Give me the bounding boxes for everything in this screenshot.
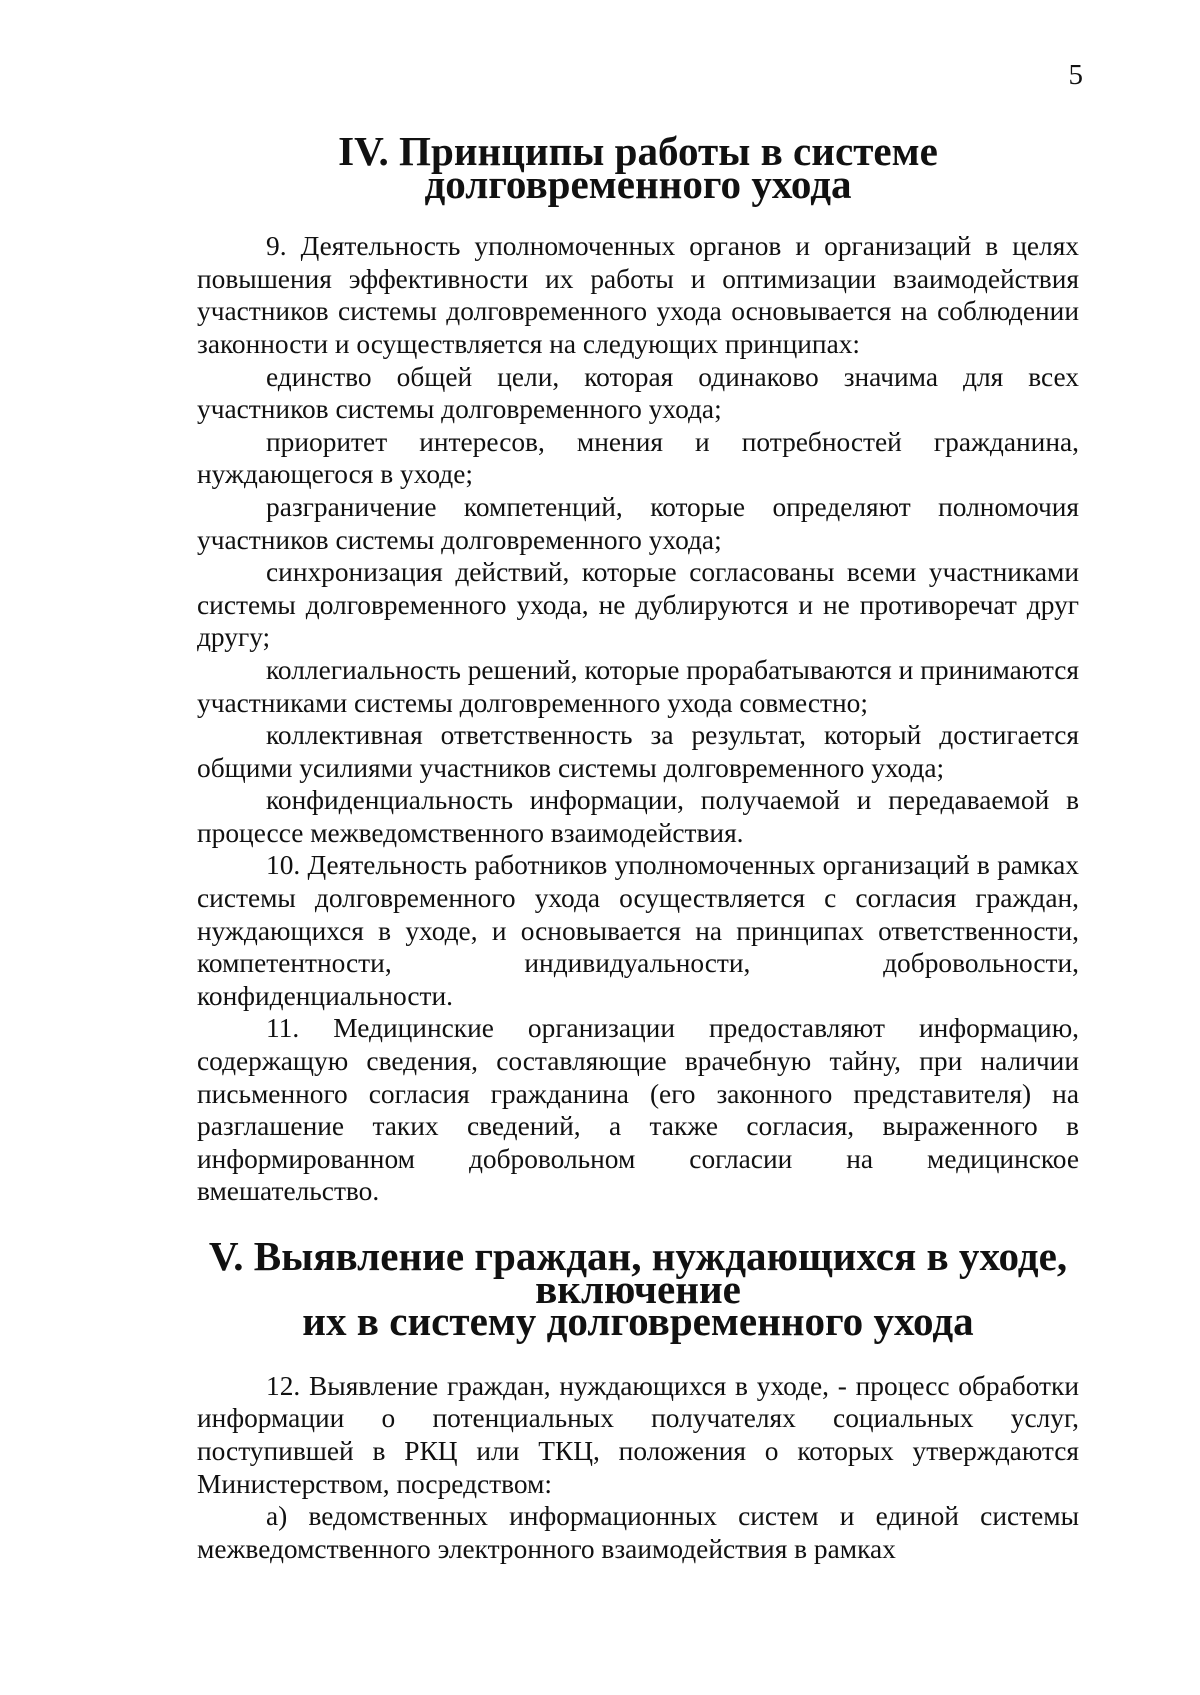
principle-item: синхронизация действий, которые согласованы всеми участниками системы долговременного ухода, не дублируются и не противоречат друг другу;: [197, 557, 1079, 653]
paragraph-11: 11. Медицинские организации предоставляют информацию, содержащую сведения, составляющие врачебную тайну, при наличии письменного согласия гражданина (его законного представителя) на разглашение таких сведений, а также согласия, выраженного в информированном добровольном согласии на медицинское вмешательство.: [197, 1013, 1079, 1207]
section-iv-body: [197, 230, 1079, 1208]
paragraph-9: 9. Деятельность уполномоченных органов и организаций в целях повышения эффективности их работы и оптимизации взаимодействия участников системы долговременного ухода основывается на соблюдении законности и осуществляется на следующих принципах:: [197, 231, 1079, 359]
paragraph-10: 10. Деятельность работников уполномоченных организаций в рамках системы долговременного ухода осуществляется с согласия граждан, нуждающихся в уходе, и основывается на принципах ответственности, компетентности, индивидуальности, добровольности, конфиденциальности.: [197, 850, 1079, 1011]
principle-item: коллективная ответственность за результат, который достигается общими усилиями участников системы долговременного ухода;: [197, 720, 1079, 783]
principle-item: конфиденциальность информации, получаемой и передаваемой в процессе межведомственного взаимодействия.: [197, 785, 1079, 848]
page-number: 5: [1068, 59, 1083, 91]
document-body: [197, 128, 1079, 1565]
paragraph-12: 12. Выявление граждан, нуждающихся в уходе, - процесс обработки информации о потенциальных получателях социальных услуг, поступившей в РКЦ или ТКЦ, положения о которых утверждаются Министерством, посредством:: [197, 1370, 1079, 1499]
section-heading-v: [197, 1233, 1079, 1345]
principle-item: разграничение компетенций, которые определяют полномочия участников системы долговременного ухода;: [197, 491, 1079, 555]
section-heading-iv: IV. Принципы работы в системе долговременного ухода: [338, 128, 938, 207]
section-heading-v-line-1: V. Выявление граждан, нуждающихся в уходе, включение: [208, 1233, 1068, 1312]
principle-item: единство общей цели, которая одинаково значима для всех участников системы долговременного ухода;: [197, 361, 1079, 425]
principle-item: приоритет интересов, мнения и потребностей гражданина, нуждающегося в уходе;: [197, 426, 1079, 490]
principle-item: коллегиальность решений, которые прорабатываются и принимаются участниками системы долговременного ухода совместно;: [197, 654, 1079, 718]
section-v-body: [197, 1370, 1079, 1566]
section-heading-v-line-2: их в систему долговременного ухода: [302, 1298, 974, 1345]
paragraph-12-item-a: а) ведомственных информационных систем и единой системы межведомственного электронного взаимодействия в рамках: [197, 1501, 1079, 1564]
